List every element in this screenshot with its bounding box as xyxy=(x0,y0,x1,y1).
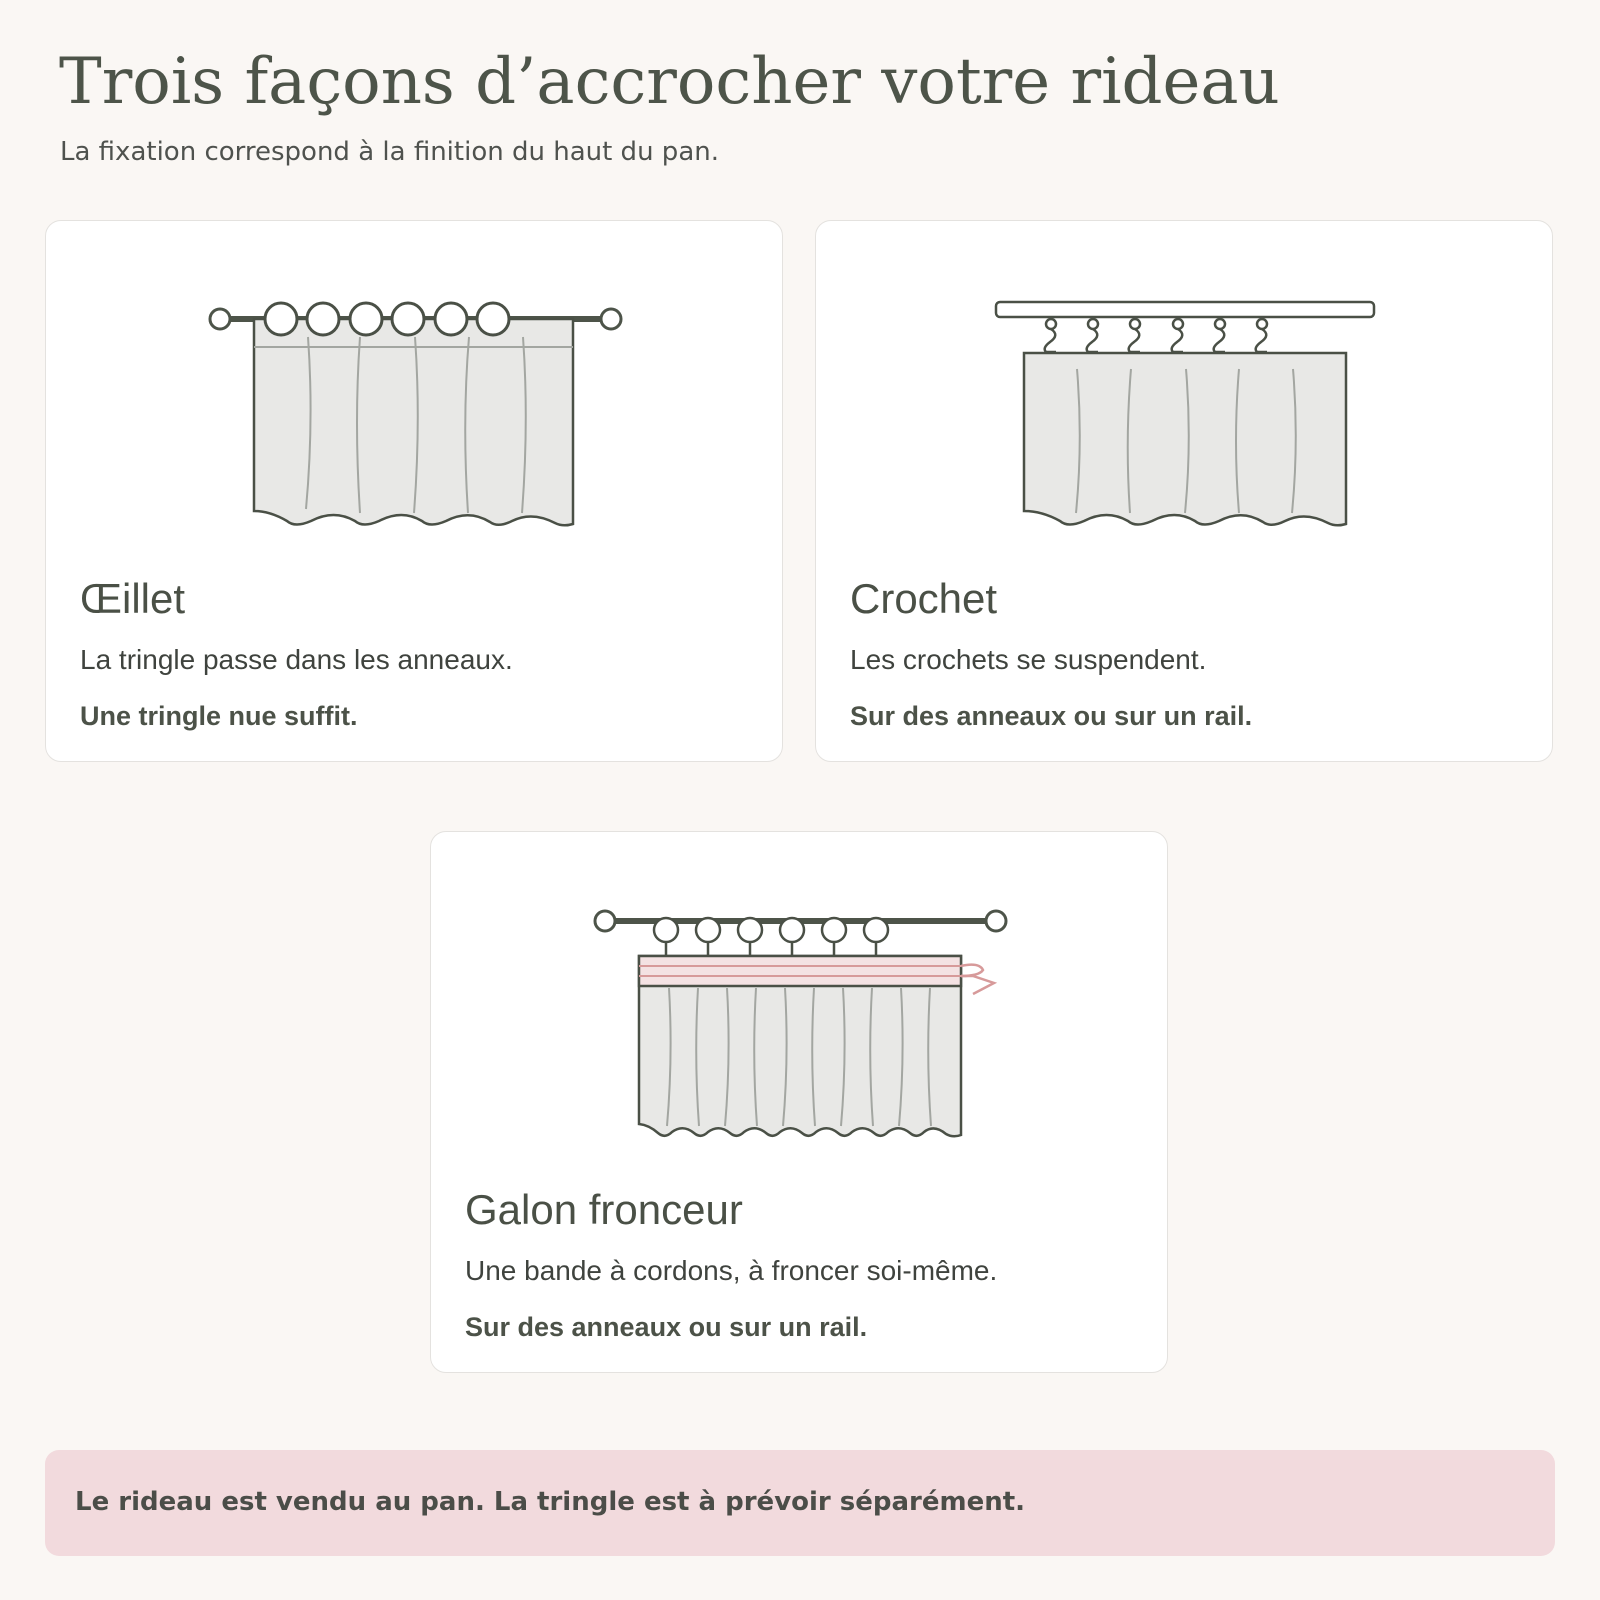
card-hook xyxy=(815,220,1553,762)
notice-text: Le rideau est vendu au pan. La tringle est à prévoir séparément. xyxy=(75,1487,1026,1517)
card-note: Sur des anneaux ou sur un rail. xyxy=(850,701,1253,731)
card-description: Une bande à cordons, à froncer soi-même. xyxy=(465,1255,998,1286)
card-gathering-tape xyxy=(430,831,1168,1373)
card-title: Galon fronceur xyxy=(465,1186,743,1233)
card-description: La tringle passe dans les anneaux. xyxy=(80,644,513,675)
notice-banner xyxy=(45,1450,1555,1556)
page-title: Trois façons d’accrocher votre rideau xyxy=(59,45,1280,119)
card-description: Les crochets se suspendent. xyxy=(850,644,1207,675)
card-note: Sur des anneaux ou sur un rail. xyxy=(465,1312,868,1342)
gathering-tape-curtain-icon xyxy=(431,832,1169,1162)
page-subtitle: La fixation correspond à la finition du haut du pan. xyxy=(60,137,719,167)
card-title: Œillet xyxy=(80,575,186,622)
hook-curtain-icon xyxy=(816,221,1554,551)
eyelet-curtain-icon xyxy=(46,221,784,551)
card-eyelet xyxy=(45,220,783,762)
card-note: Une tringle nue suffit. xyxy=(80,701,358,731)
card-title: Crochet xyxy=(850,575,998,622)
